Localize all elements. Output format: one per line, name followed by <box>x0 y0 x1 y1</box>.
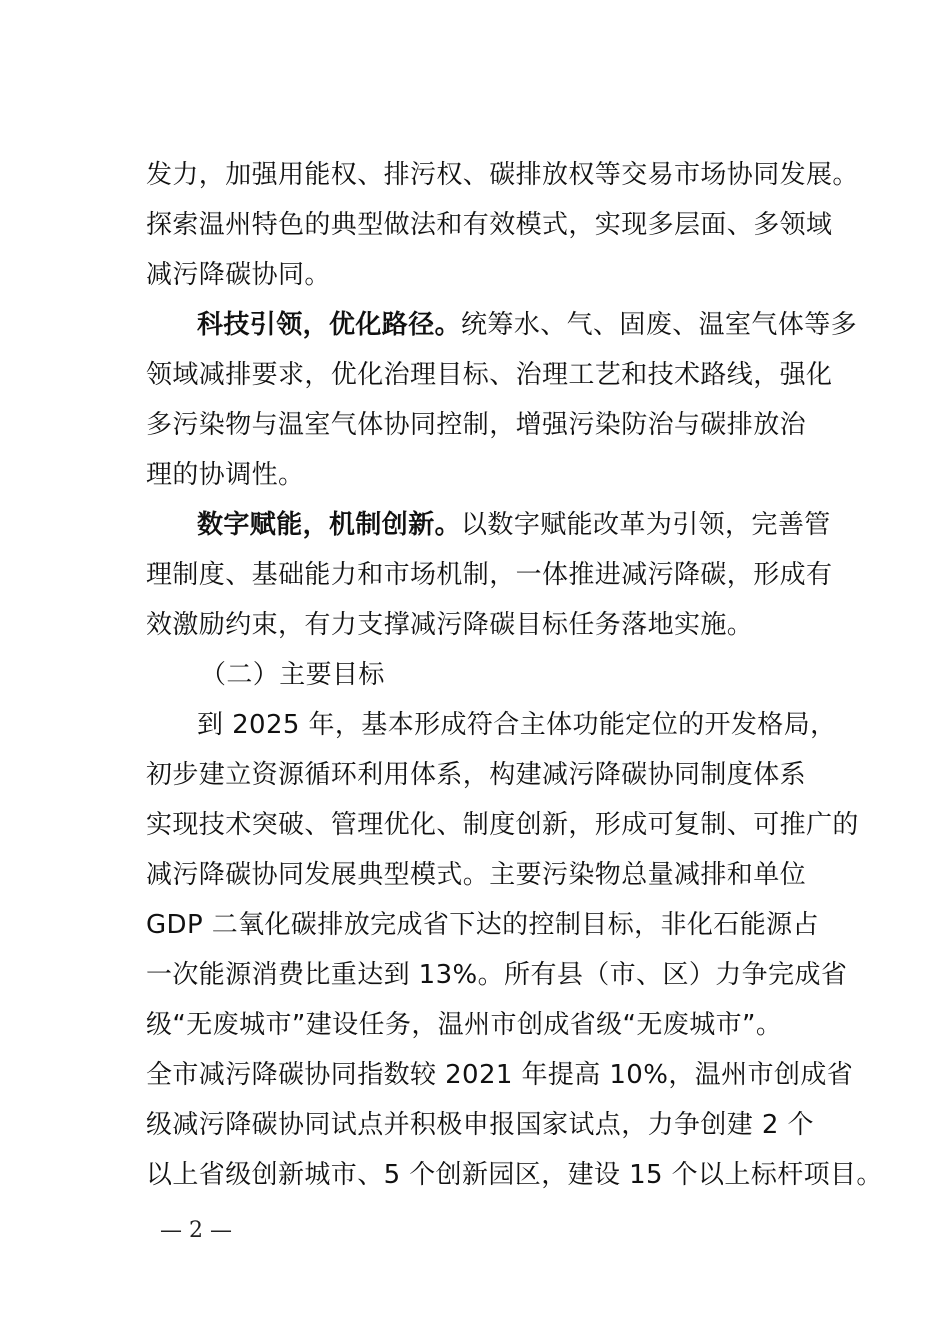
paragraph-line <box>146 755 826 795</box>
paragraph-line <box>146 1005 826 1045</box>
paragraph-line <box>146 255 826 295</box>
line-text: 发力，加强用能权、排污权、碳排放权等交易市场协同发展。 <box>146 160 859 190</box>
paragraph-line <box>146 405 826 445</box>
paragraph-line <box>146 605 826 645</box>
line-text: 理制度、基础能力和市场机制，一体推进减污降碳，形成有 <box>146 560 833 590</box>
paragraph-heading: 数字赋能，机制创新。 <box>197 510 462 540</box>
paragraph-line <box>146 1105 826 1145</box>
line-text: 到 2025 年，基本形成符合主体功能定位的开发格局， <box>197 710 837 740</box>
line-text: 效激励约束，有力支撑减污降碳目标任务落地实施。 <box>146 610 754 640</box>
paragraph-line <box>146 555 833 595</box>
line-text: 级减污降碳协同试点并积极申报国家试点，力争创建 2 个 <box>146 1110 814 1140</box>
line-text: 以上省级创新城市、5 个创新园区，建设 15 个以上标杆项目。 <box>146 1160 883 1190</box>
line-text: GDP 二氧化碳排放完成省下达的控制目标，非化石能源占 <box>146 910 819 940</box>
paragraph-line <box>146 955 848 995</box>
line-text: 减污降碳协同。 <box>146 260 331 290</box>
line-text: 探索温州特色的典型做法和有效模式，实现多层面、多领域 <box>146 210 833 240</box>
line-text: 一次能源消费比重达到 13%。所有县（市、区）力争完成省 <box>146 960 848 990</box>
line-text: 减污降碳协同发展典型模式。主要污染物总量减排和单位 <box>146 860 807 890</box>
line-text: 实现技术突破、管理优化、制度创新，形成可复制、可推广的 <box>146 810 859 840</box>
paragraph-line <box>146 455 826 495</box>
page-number: — 2 — <box>160 1218 232 1243</box>
paragraph-line <box>146 155 859 195</box>
paragraph-line <box>146 355 833 395</box>
paragraph-line <box>197 505 877 545</box>
line-text: 统筹水、气、固废、温室气体等多 <box>461 310 858 340</box>
line-text: 多污染物与温室气体协同控制，增强污染防治与碳排放治 <box>146 410 807 440</box>
paragraph-line <box>146 1155 883 1195</box>
paragraph-line <box>146 805 859 845</box>
section-heading-text: （二）主要目标 <box>200 660 385 690</box>
paragraph-line <box>197 305 877 345</box>
paragraph-line <box>146 855 826 895</box>
line-text: 全市减污降碳协同指数较 2021 年提高 10%，温州市创成省 <box>146 1060 854 1090</box>
paragraph-heading: 科技引领，优化路径。 <box>197 310 462 340</box>
section-heading <box>200 655 880 695</box>
line-text: 领域减排要求，优化治理目标、治理工艺和技术路线，强化 <box>146 360 833 390</box>
paragraph-line <box>197 705 877 745</box>
paragraph-line <box>146 205 833 245</box>
paragraph-line <box>146 1055 854 1095</box>
line-text: 初步建立资源循环利用体系，构建减污降碳协同制度体系 <box>146 760 807 790</box>
paragraph-line <box>146 905 826 945</box>
line-text: 以数字赋能改革为引领，完善管 <box>461 510 831 540</box>
line-text: 理的协调性。 <box>146 460 305 490</box>
line-text: 级“无废城市”建设任务，温州市创成省级“无废城市”。 <box>146 1010 783 1040</box>
